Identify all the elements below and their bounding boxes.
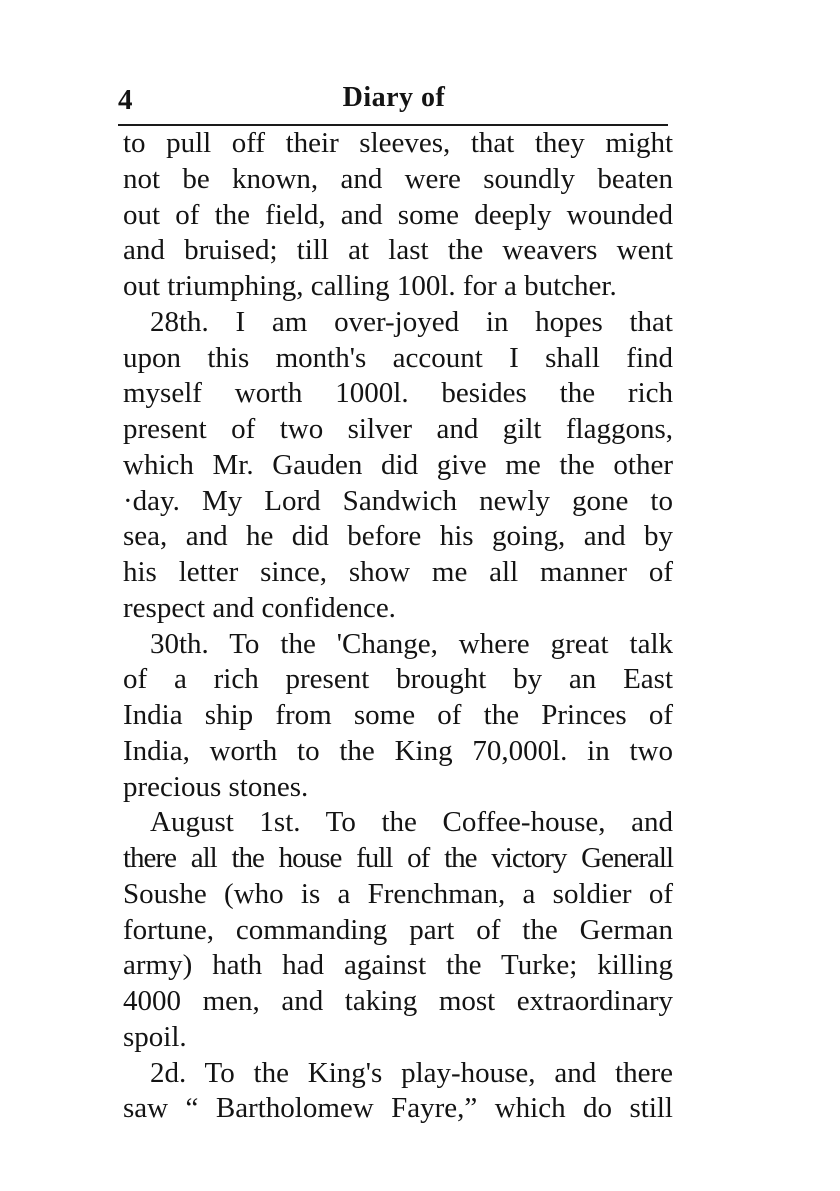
text-line: 28th. I am over-joyed in hopes that [150, 305, 673, 338]
text-line: India ship from some of the Princes of [123, 699, 673, 731]
text-line: of a rich present brought by an East [123, 663, 673, 696]
page-number: 4 [118, 84, 133, 116]
text-line: out of the field, and some deeply wounded [123, 198, 673, 231]
text-line: 30th. To the 'Change, where great talk [150, 627, 673, 660]
text-line: Soushe (who is a Frenchman, a soldier of [123, 877, 673, 910]
text-line: spoil. [123, 1020, 187, 1053]
diary-text [123, 126, 673, 1127]
text-line: respect and confidence. [123, 591, 396, 624]
text-line: precious stones. [123, 770, 309, 803]
text-line: to pull off their sleeves, that they might [123, 127, 673, 159]
text-line: upon this month's account I shall find [123, 341, 673, 374]
text-line: present of two silver and gilt flaggons, [123, 413, 673, 445]
text-line: which Mr. Gauden did give me the other [123, 448, 673, 481]
text-line: India, worth to the King 70,000l. in two [123, 734, 673, 767]
text-line: August 1st. To the Coffee-house, and [150, 806, 673, 839]
text-line: and bruised; till at last the weavers went [123, 234, 673, 267]
text-line: saw “ Bartholomew Fayre,” which do still [123, 1092, 673, 1125]
text-line: his letter since, show me all manner of [123, 556, 673, 588]
text-line: sea, and he did before his going, and by [123, 520, 673, 553]
text-line: out triumphing, calling 100l. for a butcher. [123, 270, 617, 302]
text-line: 2d. To the King's play-house, and there [150, 1056, 673, 1089]
text-line: myself worth 1000l. besides the rich [123, 377, 673, 410]
text-line: not be known, and were soundly beaten [123, 162, 673, 195]
running-head: Diary of [342, 82, 446, 113]
page-header [118, 80, 670, 124]
text-line: there all the house full of the victory Generall [123, 842, 673, 874]
text-line: ·day. My Lord Sandwich newly gone to [123, 484, 673, 517]
text-line: army) hath had against the Turke; killing [123, 949, 673, 982]
text-line: 4000 men, and taking most extraordinary [123, 985, 673, 1017]
text-line: fortune, commanding part of the German [123, 913, 673, 946]
